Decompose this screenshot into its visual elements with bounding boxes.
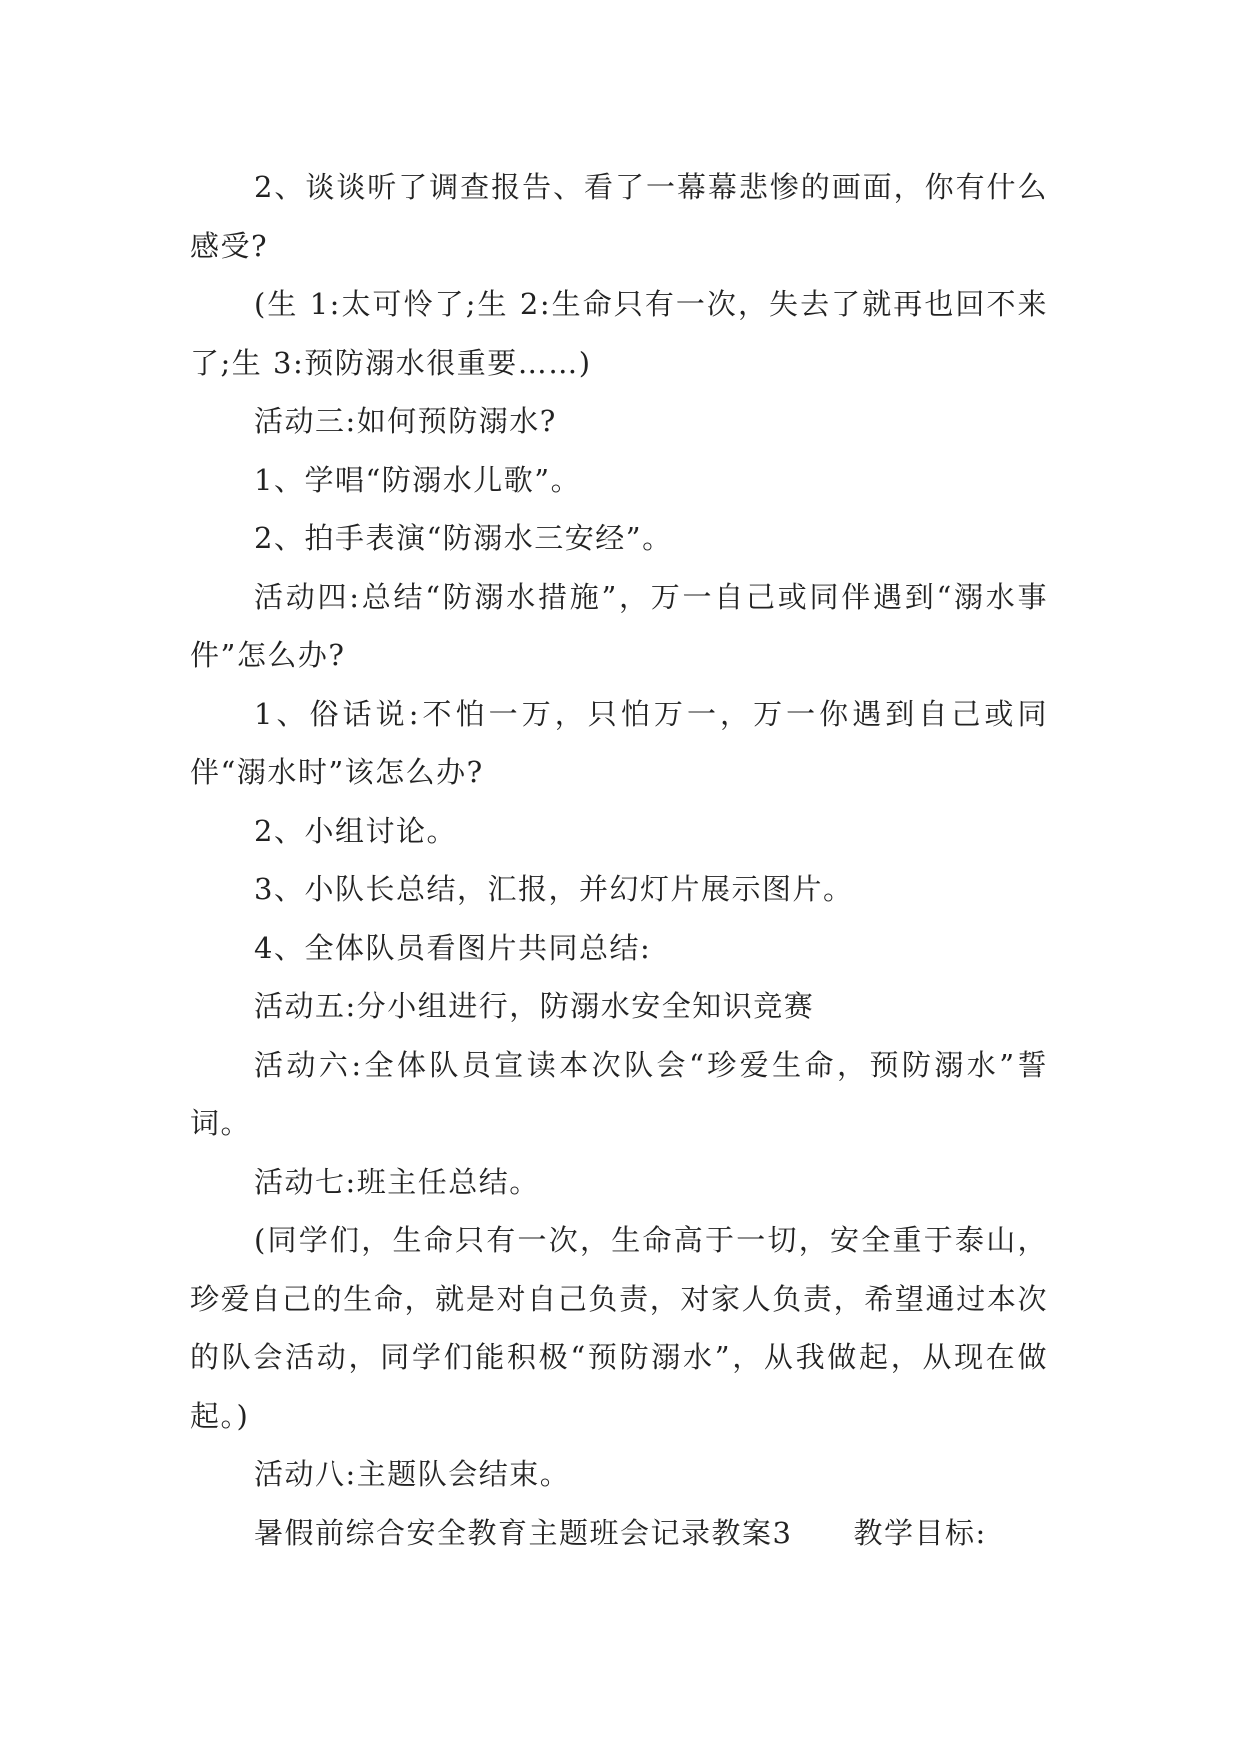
paragraph: 活动六:全体队员宣读本次队会“珍爱生命，预防溺水”誓词。 [190,1047,1048,1140]
document-body [190,158,1048,1562]
paragraph: 1、俗话说:不怕一万，只怕万一，万一你遇到自己或同伴“溺水时”该怎么办? [190,696,1048,789]
paragraph: 1、学唱“防溺水儿歌”。 [254,462,582,497]
section-heading-line: 暑假前综合安全教育主题班会记录教案3 教学目标: [254,1515,987,1550]
paragraph: 活动三:如何预防溺水? [254,404,557,438]
paragraph: 2、谈谈听了调查报告、看了一幕幕悲惨的画面，你有什么感受? [190,170,1048,263]
paragraph: (生 1:太可怜了;生 2:生命只有一次，失去了就再也回不来了;生 3:预防溺水很重要……) [190,287,1048,380]
paragraph: 4、全体队员看图片共同总结: [254,930,652,965]
paragraph: 活动五:分小组进行，防溺水安全知识竞赛 [254,989,815,1023]
paragraph: 2、小组讨论。 [254,813,457,848]
paragraph: 2、拍手表演“防溺水三安经”。 [254,521,673,555]
paragraph: 活动七:班主任总结。 [254,1164,540,1199]
paragraph: (同学们，生命只有一次，生命高于一切，安全重于泰山，珍爱自己的生命，就是对自己负责，对家人负责，希望通过本次的队会活动，同学们能积极“预防溺水”，从我做起，从现在做起。) [190,1223,1048,1433]
paragraph: 3、小队长总结，汇报，并幻灯片展示图片。 [254,872,854,906]
paragraph: 活动八:主题队会结束。 [254,1457,571,1491]
paragraph: 活动四:总结“防溺水措施”，万一自己或同伴遇到“溺水事件”怎么办? [190,579,1048,672]
